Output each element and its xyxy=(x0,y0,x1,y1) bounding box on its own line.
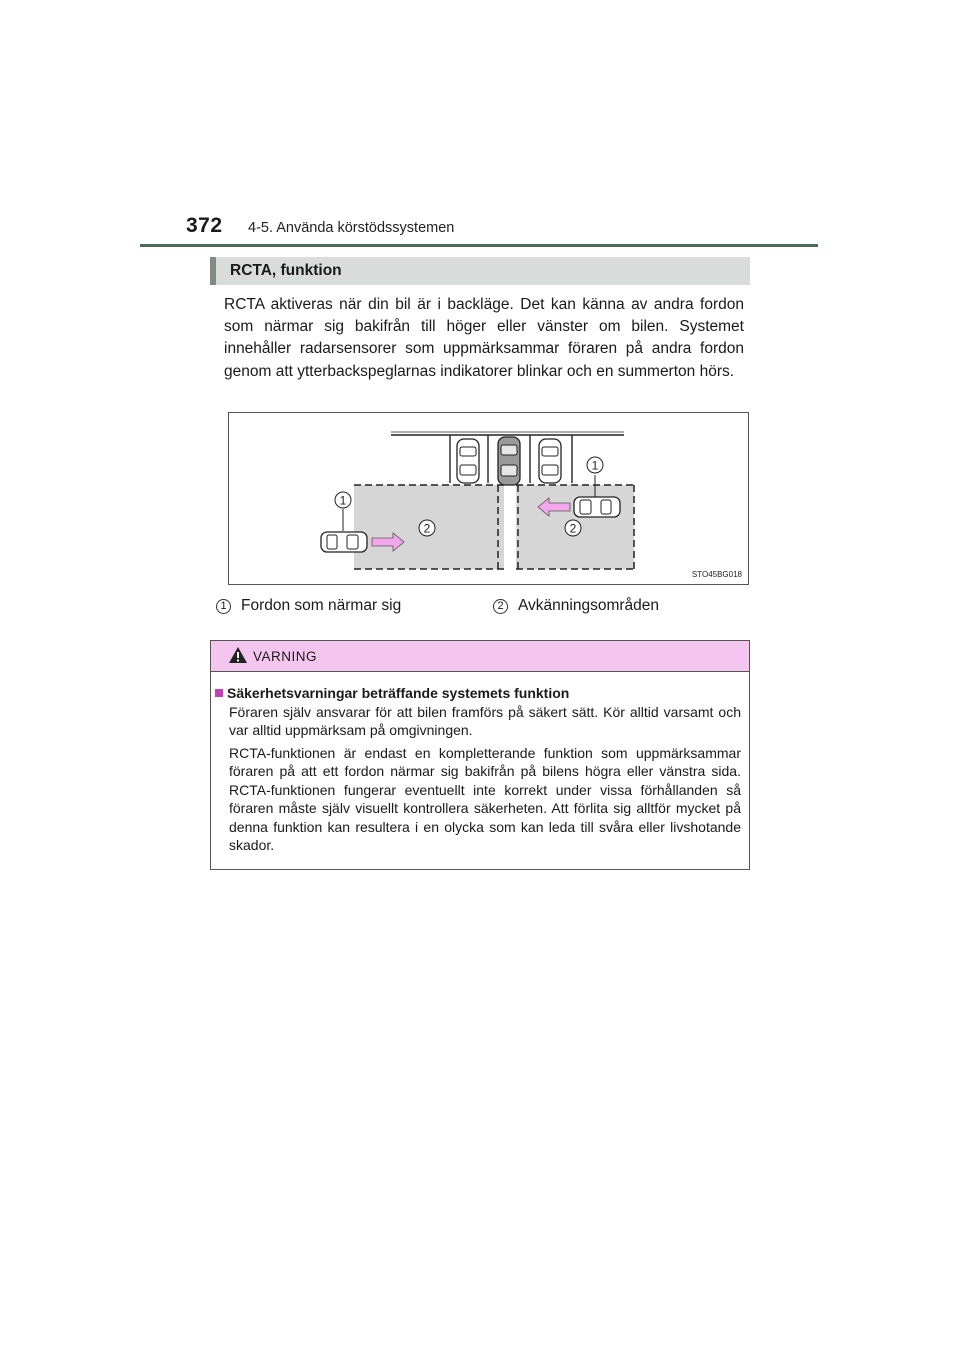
bullet-square-icon xyxy=(215,689,223,697)
parked-car-left xyxy=(457,439,479,483)
warning-paragraph-2: RCTA-funktionen är endast en kompletterande funktion som uppmärksammar föraren på att ett fordon närmar sig bakifrån på bilens högra eller vänstra sida. RCTA-funktionen fungerar eventuellt inte korrekt under vissa förhållanden så föraren måste själv visuellt kontrollera säkerheten. Att förlita sig alltför mycket på denna funktion kan resultera i en olycka som kan leda till svåra eller livshotande skador. xyxy=(229,745,741,854)
parked-car-right xyxy=(539,439,561,483)
warning-title-row xyxy=(215,685,569,701)
callout-2-left xyxy=(419,520,435,536)
svg-text:1: 1 xyxy=(339,493,347,508)
legend-item-1 xyxy=(216,597,401,615)
section-heading-bar xyxy=(210,257,750,285)
legend-item-2 xyxy=(493,597,659,615)
page-number: 372 xyxy=(186,214,223,237)
callout-1-right xyxy=(587,457,603,473)
section-title: RCTA, funktion xyxy=(230,262,342,279)
rcta-diagram-illustration xyxy=(229,413,750,586)
warning-title: Säkerhetsvarningar beträffande systemets funktion xyxy=(227,685,570,701)
own-vehicle xyxy=(498,437,520,485)
callout-2-right xyxy=(565,520,581,536)
chapter-title: 4-5. Använda körstödssystemen xyxy=(248,220,455,236)
legend-number-2: 2 xyxy=(493,599,508,614)
warning-triangle-icon xyxy=(228,646,248,664)
approaching-vehicle-right xyxy=(574,497,620,517)
svg-text:2: 2 xyxy=(423,521,431,536)
approaching-vehicle-left xyxy=(321,532,367,552)
figure-code: STO45BG018 xyxy=(691,570,742,579)
rcta-diagram xyxy=(228,412,749,585)
warning-label: VARNING xyxy=(253,649,318,664)
svg-text:2: 2 xyxy=(569,521,577,536)
intro-paragraph: RCTA aktiveras när din bil är i backläge. Det kan känna av andra fordon som närmar sig bakifrån till höger eller vänster om bilen. Systemet innehåller radarsensorer som uppmärksammar föraren på andra fordon genom att ytterbackspeglarnas indikatorer blinkar och en summerton hörs. xyxy=(224,296,744,380)
legend-number-1: 1 xyxy=(216,599,231,614)
warning-paragraph-1: Föraren själv ansvarar för att bilen framförs på säkert sätt. Kör alltid varsamt och var alltid uppmärksam på omgivningen. xyxy=(229,704,741,739)
legend-label-2: Avkänningsområden xyxy=(518,597,660,614)
svg-text:1: 1 xyxy=(591,458,599,473)
legend-label-1: Fordon som närmar sig xyxy=(241,597,402,614)
warning-box xyxy=(210,640,750,870)
header-divider xyxy=(140,244,818,247)
callout-1-left xyxy=(335,492,351,508)
warning-header xyxy=(211,641,749,672)
